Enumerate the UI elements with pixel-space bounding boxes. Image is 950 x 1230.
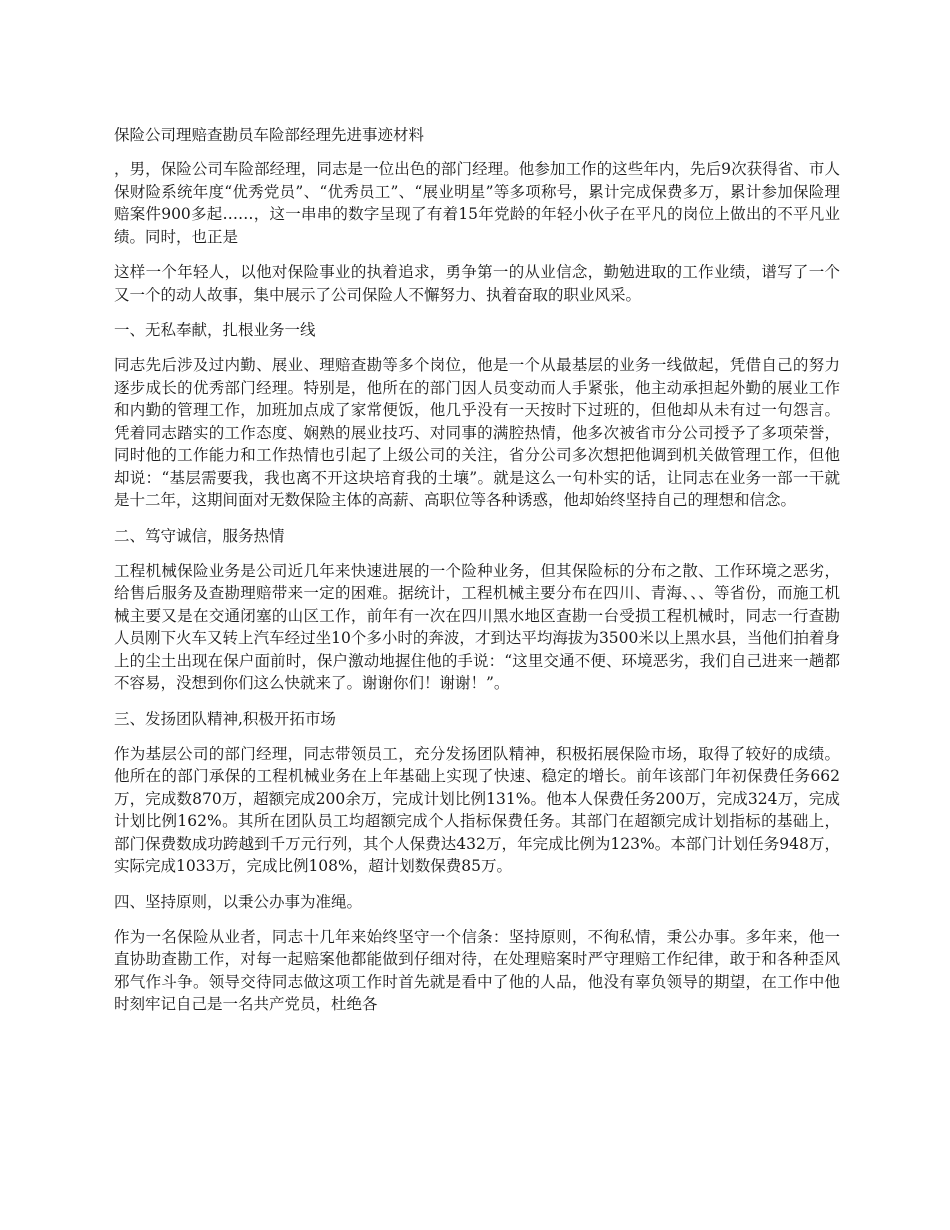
- paragraph-section-1: 同志先后涉及过内勤、展业、理赔查勘等多个岗位，他是一个从最基层的业务一线做起，凭借自己的努力逐步成长的优秀部门经理。特别是，他所在的部门因人员变动而人手紧张，他主动承担起外勤的展业工作和内勤的管理工作，加班加点成了家常便饭，他几乎没有一天按时下过班的，但他却从未有过一句怨言。凭着同志踏实的工作态度、娴熟的展业技巧、对同事的满腔热情，他多次被省市分公司授予了多项荣誉，同时他的工作能力和工作热情也引起了上级公司的关注，省分公司多次想把他调到机关做管理工作，但他却说：“基层需要我，我也离不开这块培育我的土壤”。就是这么一句朴实的话，让同志在业务一部一干就是十二年，这期间面对无数保险主体的高薪、高职位等各种诱惑，他却始终坚持自己的理想和信念。: [114, 356, 840, 509]
- paragraph-intro-continued: 这样一个年轻人，以他对保险事业的执着追求，勇争第一的从业信念，勤勉进取的工作业绩，谱写了一个又一个的动人故事，集中展示了公司保险人不懈努力、执着奋取的职业风采。: [114, 263, 840, 304]
- paragraph-intro: ，男，保险公司车险部经理，同志是一位出色的部门经理。他参加工作的这些年内，先后9次获得省、市人保财险系统年度“优秀党员”、“优秀员工”、“展业明星”等多项称号，累计完成保费多万，累计参加保险理赔案件900多起……，这一串串的数字呈现了有着15年党龄的年轻小伙子在平凡的岗位上做出的不平凡业绩。同时，也正是: [114, 160, 840, 246]
- paragraph-section-4: 作为一名保险从业者，同志十几年来始终坚守一个信条：坚持原则，不徇私情，秉公办事。多年来，他一直协助查勘工作，对每一起赔案他都能做到仔细对待，在处理赔案时严守理赔工作纪律，敢于和各种歪风邪气作斗争。领导交待同志做这项工作时首先就是看中了他的人品，他没有辜负领导的期望，在工作中他时刻牢记自己是一名共产党员，杜绝各: [114, 927, 840, 1013]
- section-heading-3: 三、发扬团队精神,积极开拓市场: [114, 709, 336, 728]
- section-heading-1: 一、无私奉献，扎根业务一线: [114, 321, 316, 339]
- section-heading-4: 四、坚持原则，以秉公办事为准绳。: [114, 892, 363, 911]
- section-heading-2: 二、笃守诚信，服务热情: [114, 526, 285, 545]
- document-page: [114, 124, 840, 1029]
- document-title: 保险公司理赔查勘员车险部经理先进事迹材料: [114, 126, 425, 144]
- paragraph-section-2: 工程机械保险业务是公司近几年来快速进展的一个险种业务，但其保险标的分布之散、工作环境之恶劣，给售后服务及查勘理赔带来一定的困难。据统计，工程机械主要分布在四川、青海、、、等省份，而施工机械主要又是在交通闭塞的山区工作，前年有一次在四川黑水地区查勘一台受损工程机械时，同志一行查勘人员刚下火车又转上汽车经过坐10个多小时的奔波，才到达平均海拔为3500米以上黑水县，当他们拍着身上的尘土出现在保户面前时，保户激动地握住他的手说：“这里交通不便、环境恶劣，我们自己进来一趟都不容易，没想到你们这么快就来了。谢谢你们！谢谢！”。: [114, 561, 840, 692]
- paragraph-section-3: 作为基层公司的部门经理，同志带领员工，充分发扬团队精神，积极拓展保险市场，取得了较好的成绩。他所在的部门承保的工程机械业务在上年基础上实现了快速、稳定的增长。前年该部门年初保费任务662万，完成数870万，超额完成200余万，完成计划比例131%。他本人保费任务200万，完成324万，完成计划比例162%。其所在团队员工均超额完成个人指标保费任务。其部门在超额完成计划指标的基础上，部门保费数成功跨越到千万元行列，其个人保费达432万，年完成比例为123%。本部门计划任务948万，实际完成1033万，完成比例108%，超计划数保费85万。: [114, 744, 840, 875]
